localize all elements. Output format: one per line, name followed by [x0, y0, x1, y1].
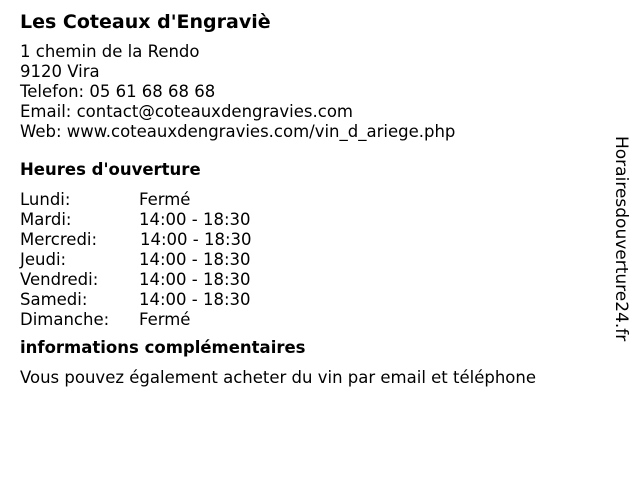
- email-line: Email: contact@coteauxdengravies.com: [20, 102, 353, 121]
- day-label: Vendredi:: [20, 270, 99, 289]
- day-hours: 14:00 - 18:30: [139, 270, 251, 289]
- opening-hours-table: [20, 190, 600, 330]
- hours-row-thursday: [20, 250, 600, 270]
- phone-line: Telefon: 05 61 68 68 68: [20, 82, 216, 101]
- day-label: Lundi:: [20, 190, 71, 209]
- additional-info-heading: informations complémentaires: [20, 338, 306, 357]
- site-watermark: Horairesdouverture24.fr: [611, 136, 631, 342]
- business-name: Les Coteaux d'Engraviè: [20, 11, 271, 33]
- day-label: Samedi:: [20, 290, 88, 309]
- day-hours: Fermé: [139, 190, 191, 209]
- hours-row-sunday: [20, 310, 600, 330]
- opening-hours-heading: Heures d'ouverture: [20, 160, 201, 179]
- day-label: Mardi:: [20, 210, 72, 229]
- day-hours: 14:00 - 18:30: [139, 290, 251, 309]
- day-label: Jeudi:: [20, 250, 67, 269]
- day-label: Dimanche:: [20, 310, 110, 329]
- day-hours: 14:00 - 18:30: [139, 250, 251, 269]
- hours-row-friday: [20, 270, 600, 290]
- day-label: Mercredi:: [20, 230, 98, 249]
- web-line: Web: www.coteauxdengravies.com/vin_d_ariege.php: [20, 122, 456, 141]
- business-card: [20, 10, 600, 388]
- address-line-2: 9120 Vira: [20, 62, 100, 81]
- hours-row-wednesday: [20, 230, 600, 250]
- day-hours: 14:00 - 18:30: [140, 230, 252, 249]
- day-hours: 14:00 - 18:30: [139, 210, 251, 229]
- hours-row-tuesday: [20, 210, 600, 230]
- hours-row-saturday: [20, 290, 600, 310]
- address-line-1: 1 chemin de la Rendo: [20, 42, 200, 61]
- day-hours: Fermé: [139, 310, 191, 329]
- hours-row-monday: [20, 190, 600, 210]
- additional-info-text: Vous pouvez également acheter du vin par email et téléphone: [20, 368, 537, 387]
